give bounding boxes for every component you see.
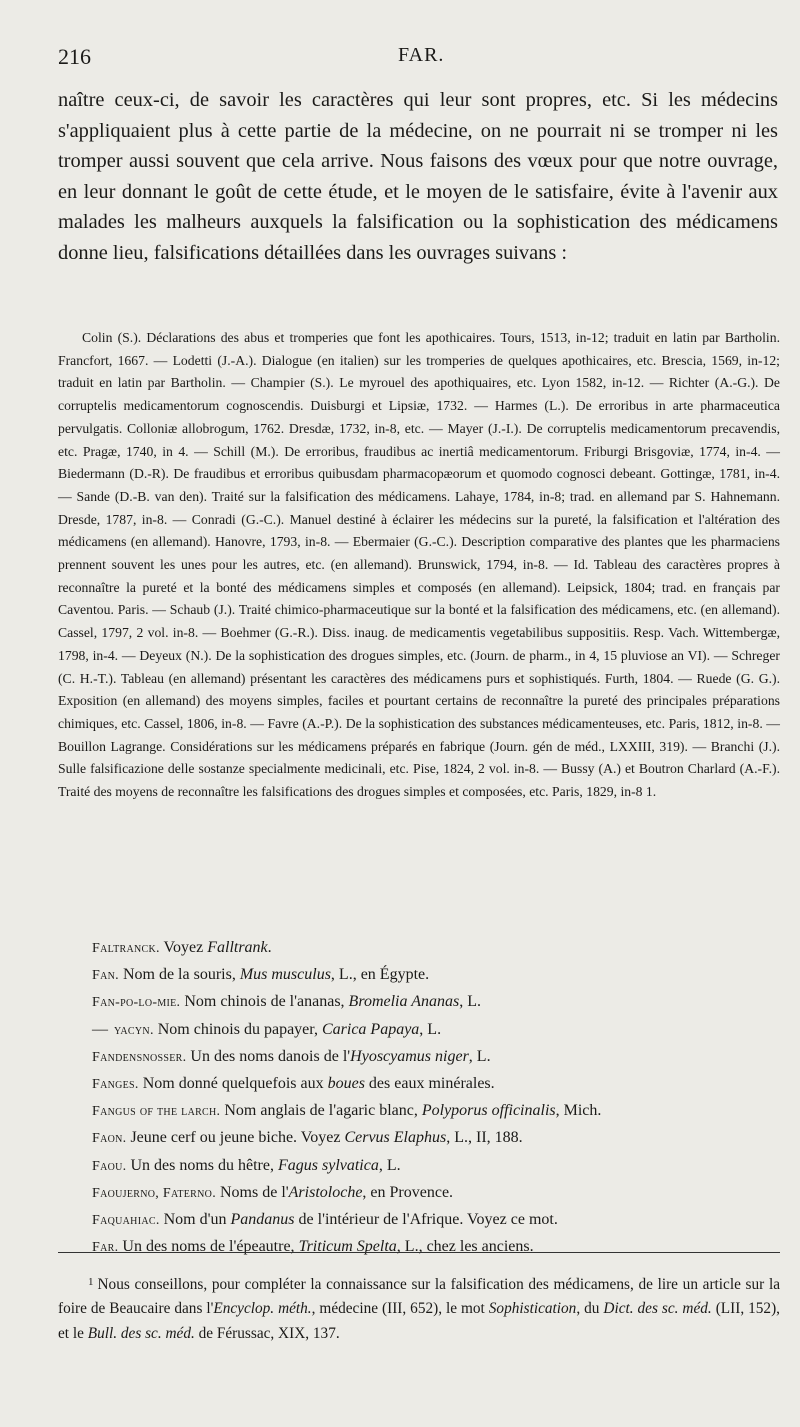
entry-text: , Mich.: [555, 1102, 602, 1120]
entry-scientific-name: Falltrank: [207, 939, 268, 956]
footnote-text: de Férussac, XIX, 137.: [194, 1324, 340, 1342]
entry-text: Un des noms de l'épeautre,: [118, 1238, 299, 1256]
entry-text: , L.: [378, 1156, 401, 1174]
dictionary-entry: [86, 1098, 780, 1125]
main-paragraph: naître ceux-ci, de savoir les caractères qui leur sont propres, etc. Si les médecins s'appliquaient plus à cette partie de la médecine, on ne pourrait ni se tromper ni les tromper aussi souvent que cela arrive. Nous faisons des vœux pour que notre ouvrage, en leur donnant le goût de cette étude, et le moyen de le satisfaire, évite à l'avenir aux malades les malheurs auxquels la falsification ou la sophistication des médicamens donne lieu, falsifications détaillées dans les ouvrages suivans :: [58, 89, 778, 264]
entry-text: Un des noms danois de l': [186, 1047, 351, 1065]
entry-scientific-name: Fagus sylvatica: [277, 1156, 379, 1174]
entry-text: de l'intérieur de l'Afrique. Voyez ce mot.: [294, 1211, 558, 1229]
entry-text: des eaux minérales.: [364, 1075, 495, 1093]
dictionary-entry: [86, 1044, 780, 1071]
entry-text: , L., en Égypte.: [330, 966, 430, 984]
entry-scientific-name: Polyporus officinalis: [421, 1102, 556, 1120]
dictionary-entry: [86, 1180, 780, 1207]
entry-scientific-name: Pandanus: [230, 1211, 295, 1229]
entry-term: Faon.: [92, 1131, 127, 1147]
page-header: [58, 44, 760, 74]
entry-scientific-name: Bromelia Ananas: [348, 993, 460, 1011]
footnote-text: Nous conseillons, pour compléter la connaissance sur la falsification des médicamens, de lire un article sur la foire de Beaucaire dans l': [58, 1276, 780, 1318]
entry-text: Un des noms du hêtre,: [126, 1156, 278, 1174]
entry-scientific-name: Carica Papaya: [321, 1020, 420, 1038]
dictionary-entries: [86, 935, 780, 1261]
entry-text: , L.: [459, 993, 481, 1011]
entry-term: Fanges.: [92, 1077, 139, 1093]
dictionary-entry: [86, 1017, 780, 1044]
entry-term: Fandensnosser.: [92, 1049, 187, 1065]
entry-text: , L.: [468, 1047, 491, 1065]
entry-text: Voyez: [159, 939, 208, 956]
page-number: 216: [58, 44, 91, 69]
entry-text: Nom anglais de l'agaric blanc,: [220, 1102, 422, 1120]
entry-term: Faltranck.: [92, 941, 160, 956]
footnote-text: , du: [576, 1300, 604, 1318]
entry-term: Fan-po-lo-mie.: [92, 995, 181, 1011]
footnote-rule: [58, 1252, 780, 1253]
entry-scientific-name: Triticum Spelta: [298, 1238, 397, 1256]
entry-scientific-name: Aristoloche: [288, 1183, 363, 1201]
entry-term: Fangus of the larch.: [92, 1104, 221, 1120]
entry-text: Nom chinois du papayer,: [153, 1020, 322, 1038]
entry-text: Nom d'un: [159, 1211, 231, 1229]
dictionary-entry: [86, 1207, 780, 1234]
entry-term: Faou.: [92, 1158, 127, 1174]
footnote-reference: Sophistication: [488, 1300, 577, 1318]
entry-term: Fan.: [92, 968, 119, 984]
bibliography-paragraph: Colin (S.). Déclarations des abus et tromperies que font les apothicaires. Tours, 1513, in-12; traduit en latin par Bartholin. Francfort, 1667. — Lodetti (J.-A.). Dialogue (en italien) sur les tromperies de quelques apothicaires, etc. Brescia, 1569, in-12; traduit en latin par Bartholin. — Champier (S.). Le myrouel des apothiquaires, etc. Lyon 1582, in-12. — Richter (A.-G.). De corruptelis medicamentorum cognoscendis. Duisburgi et Lipsiæ, 1732. — Harmes (L.). De erroribus in arte pharmaceutica pervulgatis. Colloniæ allobrogum, 1762. Dresdæ, 1732, in-8, etc. — Mayer (J.-I.). De corruptelis medicamentorum precavendis, etc. Pragæ, 1740, in 4. — Schill (M.). De erroribus, fraudibus ac inertiâ medicamentorum. Friburgi Brisgoviæ, 1774, in-4. — Biedermann (D.-R). De fraudibus et erroribus quibusdam pharmacopæorum et quomodo cognosci debeant. Gottingæ, 1781, in-4. — Sande (D.-B. van den). Traité sur la falsification des médicamens. Lahaye, 1784, in-8; trad. en allemand par S. Hahnemann. Dresde, 1787, in-8. — Conradi (G.-C.). Manuel destiné à éclairer les médecins sur la pureté, la falsification et l'altération des médicamens (en allemand). Hanovre, 1793, in-8. — Ebermaier (G.-C.). Description comparative des plantes que les pharmaciens prennent souvent les unes pour les autres, etc. (en allemand). Brunswick, 1794, in-8. — Id. Tableau des caractères propres à reconnaître la pureté et la bonté des médicamens simples et composés (en allemand). Leipsick, 1804; trad. en français par Caventou. Paris. — Schaub (J.). Traité chimico-pharmaceutique sur la bonté et la falsification des médicamens, etc. (en allemand). Cassel, 1797, 2 vol. in-8. — Boehmer (G.-R.). Diss. inaug. de medicamentis vegetabilibus suppositiis. Resp. Vach. Wittembergæ, 1798, in-4. — Deyeux (N.). De la sophistication des drogues simples, etc. (Journ. de pharm., in 4, 15 pluviose an VI). — Schreger (C. H.-T.). Tableau (en allemand) présentant les caractères des médicamens purs et sophistiqués. Furth, 1804. — Ruede (G. G.). Exposition (en allemand) des moyens simples, faciles et pourtant certains de reconnaître la pureté des principales préparations chimiques, etc. Cassel, 1806, in-8. — Favre (A.-P.). De la sophistication des substances médicamenteuses, etc. Paris, 1812, in-8. — Bouillon Lagrange. Considérations sur les médicamens préparés en fabrique (Journ. gén de méd., LXXIII, 319). — Branchi (J.). Sulle falsificazione delle sostanze specialmente medicinali, etc. Pise, 1824, 2 vol. in-8. — Bussy (A.) et Boutron Charlard (A.-F.). Traité des moyens de reconnaître les falsifications des drogues simples et composées, etc. Paris, 1829, in-8 1.: [58, 330, 780, 800]
entry-term: Faquahiac.: [92, 1213, 160, 1229]
entry-text: , L., chez les anciens.: [396, 1238, 534, 1256]
entry-scientific-name: Hyoscyamus niger: [350, 1047, 469, 1065]
entry-text: , L., II, 188.: [446, 1129, 523, 1147]
footnote: [58, 1270, 780, 1346]
dictionary-entry: [86, 1153, 780, 1180]
entry-text: Nom de la souris,: [118, 966, 240, 984]
entry-text: .: [267, 939, 272, 956]
entry-scientific-name: boues: [327, 1075, 365, 1093]
entry-text: , L.: [419, 1020, 442, 1038]
running-head: FAR.: [398, 44, 445, 66]
footnote-text: (LII, 152), et le: [58, 1300, 780, 1342]
footnote-reference: Bull. des sc. méd.: [87, 1324, 195, 1342]
dictionary-entry: [86, 935, 780, 962]
dictionary-entry: [86, 962, 780, 989]
entry-term: Faoujerno, Faterno.: [92, 1185, 216, 1201]
entry-text: Jeune cerf ou jeune biche. Voyez: [126, 1129, 345, 1147]
entry-text: Nom chinois de l'ananas,: [180, 993, 349, 1011]
dictionary-entry: [86, 1234, 780, 1261]
dictionary-entry: [86, 989, 780, 1016]
dictionary-entry: [86, 1125, 780, 1152]
entry-term: yacyn.: [114, 1022, 154, 1038]
footnote-text: , médecine (III, 652), le mot: [311, 1300, 489, 1318]
dictionary-entry: [86, 1071, 780, 1098]
footnote-reference: Encyclop. méth.: [213, 1300, 312, 1318]
footnote-marker: 1: [88, 1276, 94, 1288]
entry-text: Nom donné quelquefois aux: [138, 1075, 328, 1093]
entry-text: , en Provence.: [362, 1183, 454, 1201]
entry-term: Far.: [92, 1240, 119, 1256]
footnote-reference: Dict. des sc. méd.: [603, 1300, 712, 1318]
entry-scientific-name: Cervus Elaphus: [344, 1129, 447, 1147]
entry-text: Noms de l': [216, 1183, 289, 1201]
entry-dash: —: [92, 1020, 108, 1038]
entry-scientific-name: Mus musculus: [239, 966, 331, 984]
